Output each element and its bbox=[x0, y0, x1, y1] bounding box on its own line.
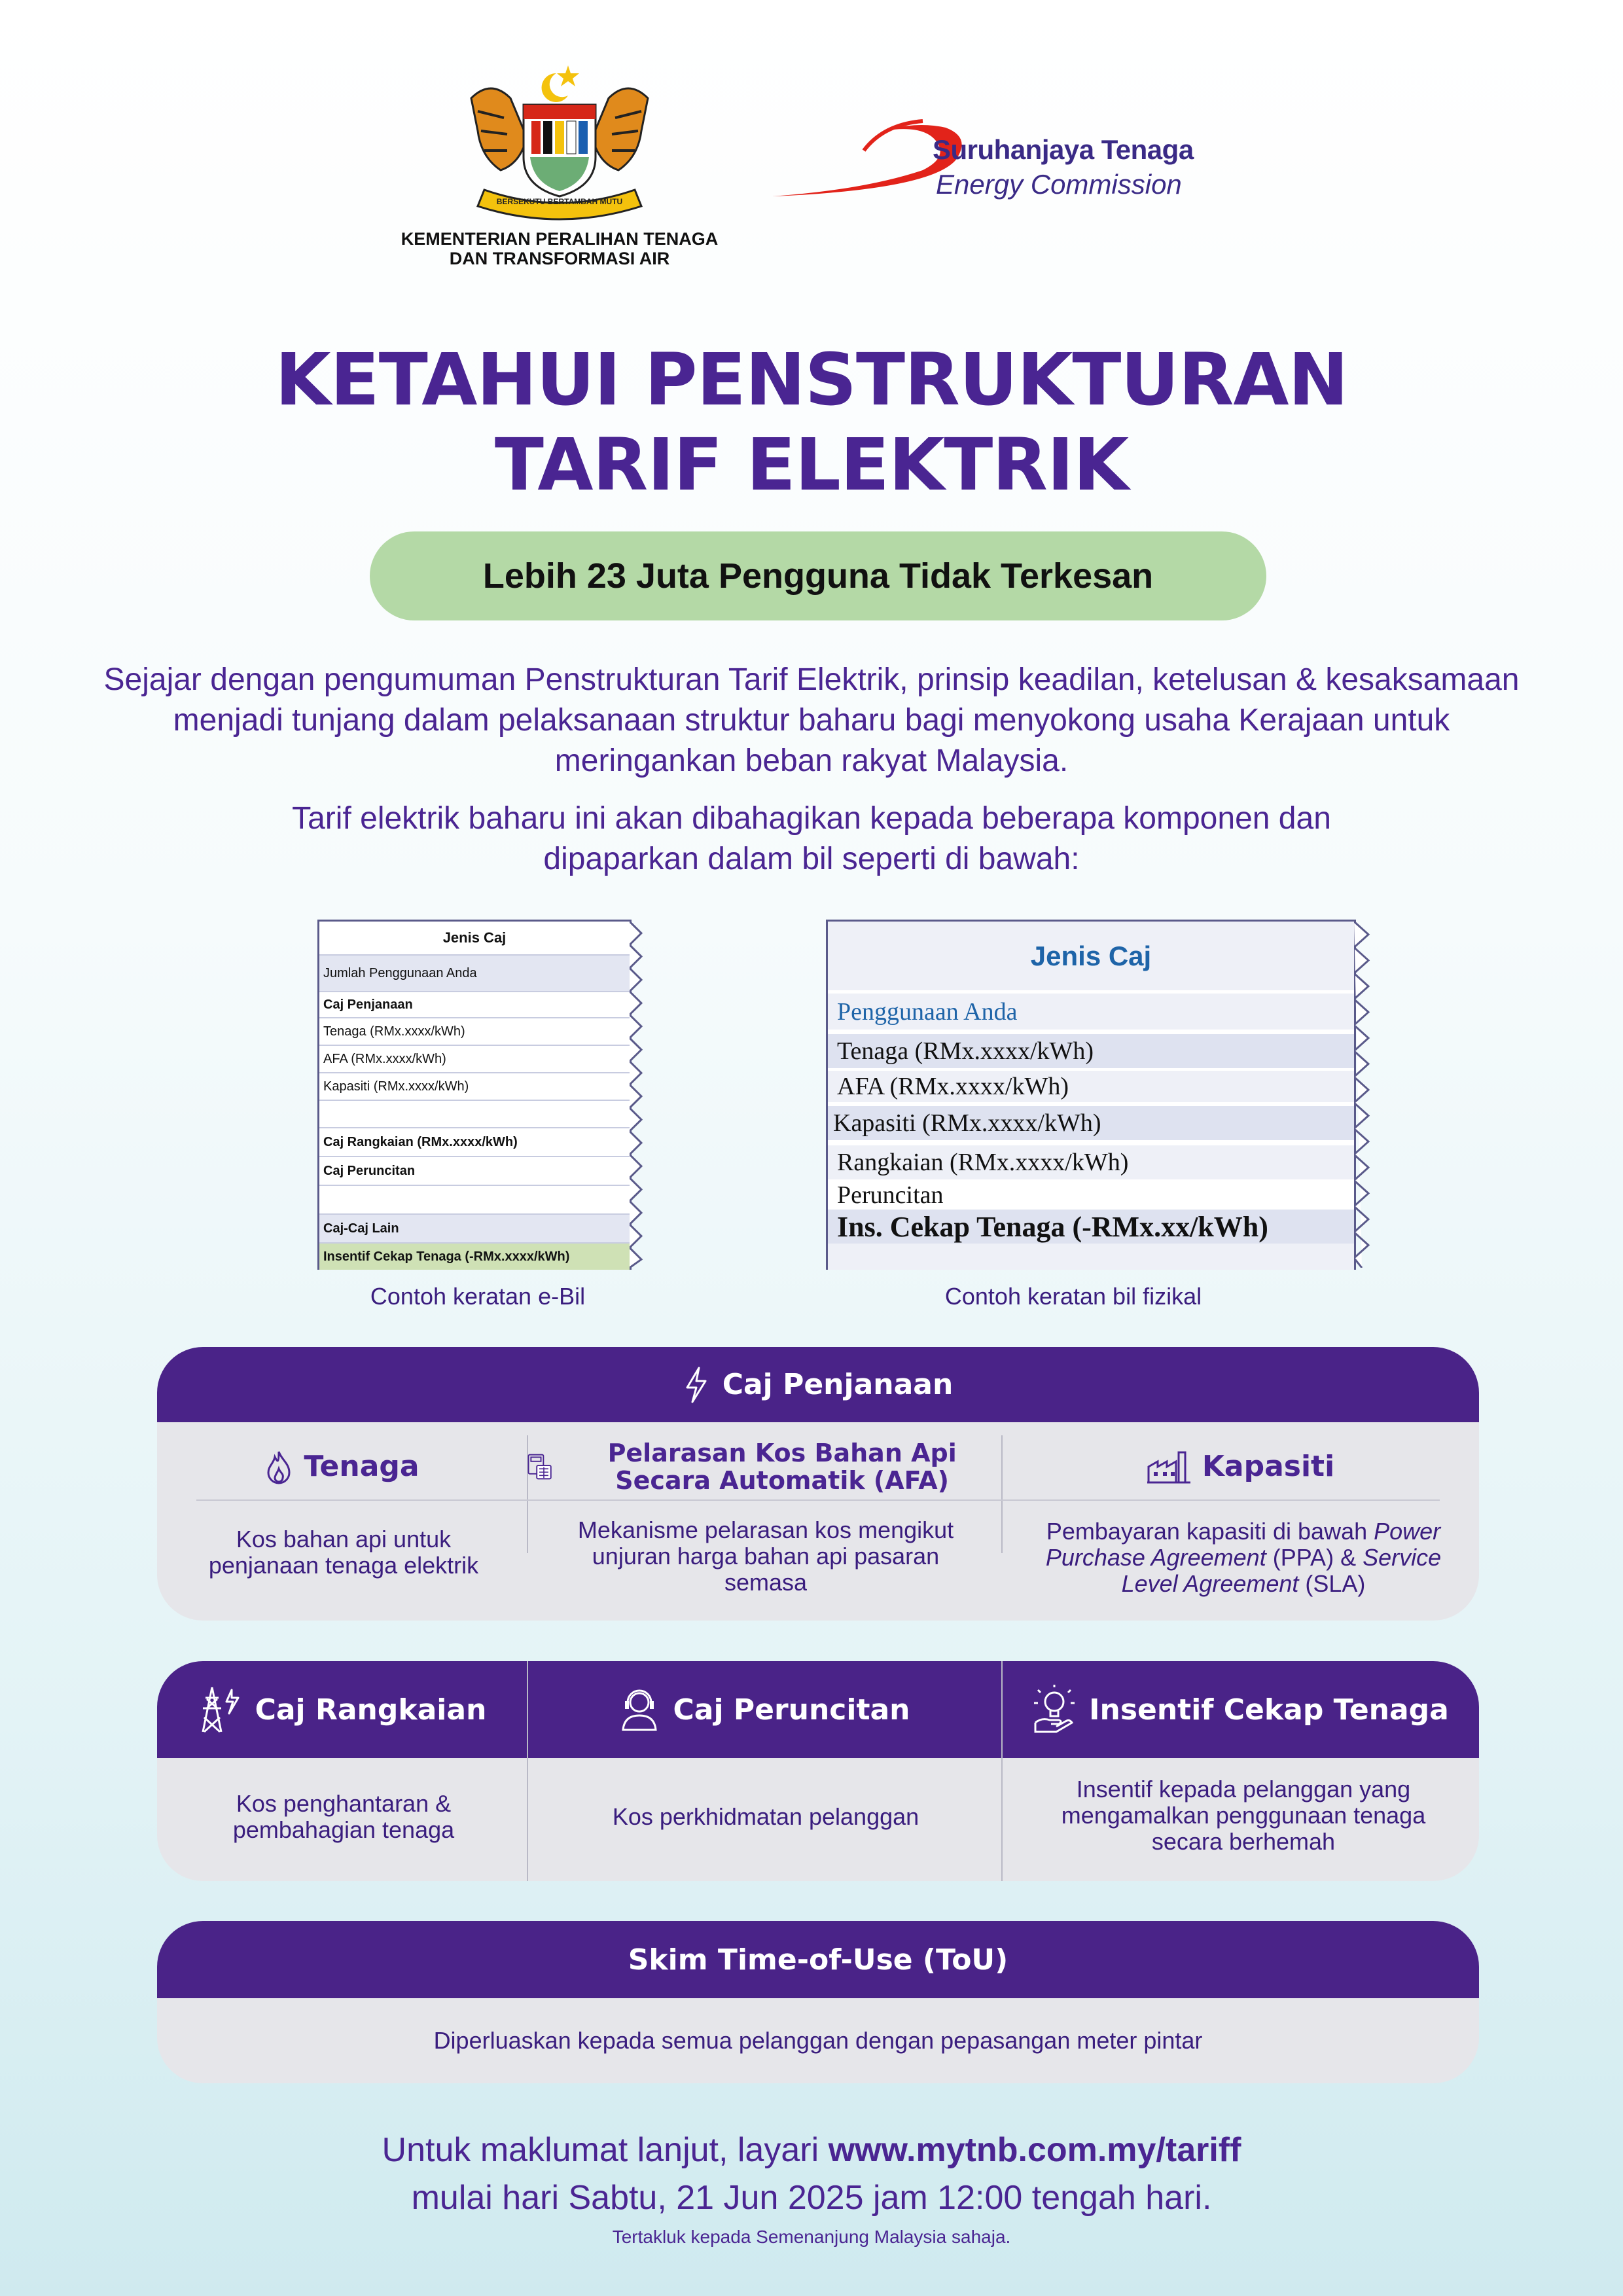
pbill-usage: Penggunaan Anda bbox=[828, 994, 1354, 1030]
torn-edge-icon bbox=[630, 922, 649, 1268]
customer-service-icon bbox=[618, 1687, 661, 1732]
footer-info-line bbox=[92, 2130, 1531, 2170]
torn-edge-icon bbox=[1354, 922, 1378, 1268]
flame-icon bbox=[264, 1449, 293, 1484]
intro-paragraph-1: Sejajar dengan pengumuman Penstrukturan Tarif Elektrik, prinsip keadilan, ketelusan & kesaksamaan menjadi tunjang dalam pelaksanaan struktur baharu bagi menyokong usaha Kerajaan untuk meringankan beban rakyat Malaysia. bbox=[103, 662, 1520, 778]
subtitle-pill bbox=[370, 531, 1266, 620]
ebill-blank-row bbox=[319, 1186, 630, 1215]
column-divider bbox=[527, 1661, 528, 1881]
ebill-header: Jenis Caj bbox=[319, 922, 630, 956]
ebill-energy: Tenaga (RMx.xxxx/kWh) bbox=[319, 1018, 630, 1046]
ebill-caption: Contoh keratan e-Bil bbox=[370, 1283, 586, 1310]
retail-charge-title bbox=[527, 1661, 1001, 1758]
afa-column-title bbox=[527, 1435, 1001, 1498]
tou-title: Skim Time-of-Use (ToU) bbox=[628, 1943, 1008, 1977]
generation-charge-box bbox=[157, 1347, 1479, 1621]
coat-of-arms-logo bbox=[458, 59, 661, 223]
ebill-blank-row bbox=[319, 1101, 630, 1128]
commission-name-ms: Suruhanjaya Tenaga bbox=[933, 134, 1194, 165]
pbill-incentive: Ins. Cekap Tenaga (-RMx.xx/kWh) bbox=[828, 1210, 1354, 1244]
retail-charge-label: Caj Peruncitan bbox=[673, 1693, 910, 1727]
ebill-capacity: Kapasiti (RMx.xxxx/kWh) bbox=[319, 1073, 630, 1101]
ebill-usage: Jumlah Penggunaan Anda bbox=[319, 956, 630, 992]
ministry-name: KEMENTERIAN PERALIHAN TENAGA DAN TRANSFORMASI AIR bbox=[401, 229, 719, 268]
energy-label: Tenaga bbox=[304, 1450, 419, 1483]
transmission-tower-icon bbox=[198, 1685, 243, 1734]
intro-paragraph-2: Tarif elektrik baharu ini akan dibahagikan kepada beberapa komponen dan dipaparkan dalam bil seperti di bawah: bbox=[292, 801, 1331, 876]
incentive-label: Insentif Cekap Tenaga bbox=[1089, 1693, 1449, 1727]
energy-description: Kos bahan api untuk penjanaan tenaga elektrik bbox=[208, 1526, 479, 1579]
network-retail-incentive-box bbox=[157, 1661, 1479, 1881]
charges-header bbox=[157, 1661, 1479, 1758]
power-plant-icon bbox=[1146, 1448, 1192, 1485]
pbill-network: Rangkaian (RMx.xxxx/kWh) bbox=[828, 1145, 1354, 1179]
ebill-network: Caj Rangkaian (RMx.xxxx/kWh) bbox=[319, 1128, 630, 1157]
network-charge-description: Kos penghantaran & pembahagian tenaga bbox=[232, 1790, 455, 1843]
network-charge-title bbox=[157, 1661, 527, 1758]
tariff-link[interactable]: www.mytnb.com.my/tariff bbox=[828, 2131, 1241, 2169]
footer-prefix: Untuk maklumat lanjut, layari bbox=[382, 2131, 829, 2169]
fuel-calculator-icon bbox=[527, 1445, 552, 1488]
generation-charge-header bbox=[157, 1347, 1479, 1422]
crest-scroll-text: BERSEKUTU BERTAMBAH MUTU bbox=[496, 197, 623, 206]
commission-name-en: Energy Commission bbox=[936, 169, 1182, 200]
lightbulb-hand-icon bbox=[1031, 1685, 1077, 1734]
generation-charge-title: Caj Penjanaan bbox=[722, 1368, 954, 1401]
column-divider bbox=[1001, 1661, 1003, 1881]
tou-description: Diperluaskan kepada semua pelanggan dengan pepasangan meter pintar bbox=[433, 2027, 1203, 2054]
ebill-sample bbox=[317, 920, 632, 1270]
tou-box bbox=[157, 1921, 1479, 2083]
ebill-retail: Caj Peruncitan bbox=[319, 1157, 630, 1186]
footer-note: Tertakluk kepada Semenanjung Malaysia sahaja. bbox=[612, 2227, 1011, 2247]
pbill-retail: Peruncitan bbox=[837, 1181, 944, 1209]
ebill-gen-section: Caj Penjanaan bbox=[319, 992, 630, 1018]
pbill-header: Jenis Caj bbox=[828, 922, 1354, 990]
page-title: KETAHUI PENSTRUKTURAN TARIF ELEKTRIK bbox=[275, 338, 1348, 507]
capacity-column-title bbox=[1001, 1435, 1479, 1498]
subtitle-text: Lebih 23 Juta Pengguna Tidak Terkesan bbox=[482, 556, 1154, 596]
ebill-incentive: Insentif Cekap Tenaga (-RMx.xxxx/kWh) bbox=[319, 1244, 630, 1270]
incentive-description: Insentif kepada pelanggan yang mengamalkan penggunaan tenaga secara berhemah bbox=[1061, 1776, 1426, 1855]
row-divider bbox=[196, 1499, 1440, 1501]
energy-column-title bbox=[157, 1435, 527, 1498]
footer-date-line: mulai hari Sabtu, 21 Jun 2025 jam 12:00 tengah hari. bbox=[411, 2179, 1212, 2217]
capacity-label: Kapasiti bbox=[1202, 1450, 1335, 1483]
capacity-description: Pembayaran kapasiti di bawah Power Purchase Agreement (PPA) & Service Level Agreement (SLA) bbox=[1045, 1518, 1442, 1597]
physical-bill-caption: Contoh keratan bil fizikal bbox=[944, 1283, 1202, 1310]
afa-label: Pelarasan Kos Bahan Api Secara Automatik (AFA) bbox=[607, 1438, 957, 1495]
pbill-afa: AFA (RMx.xxxx/kWh) bbox=[828, 1071, 1354, 1102]
ebill-afa: AFA (RMx.xxxx/kWh) bbox=[319, 1046, 630, 1073]
tou-header bbox=[157, 1921, 1479, 1998]
incentive-title bbox=[1001, 1661, 1479, 1758]
lightning-icon bbox=[683, 1367, 709, 1403]
retail-charge-description: Kos perkhidmatan pelanggan bbox=[612, 1803, 919, 1830]
physical-bill-sample bbox=[826, 920, 1356, 1270]
pbill-capacity: Kapasiti (RMx.xxxx/kWh) bbox=[828, 1106, 1354, 1140]
afa-description: Mekanisme pelarasan kos mengikut unjuran harga bahan api pasaran semasa bbox=[577, 1516, 954, 1596]
ebill-other: Caj-Caj Lain bbox=[319, 1215, 630, 1244]
pbill-energy: Tenaga (RMx.xxxx/kWh) bbox=[828, 1034, 1354, 1068]
pbill-blank-row bbox=[828, 1244, 1354, 1270]
network-charge-label: Caj Rangkaian bbox=[255, 1693, 487, 1727]
